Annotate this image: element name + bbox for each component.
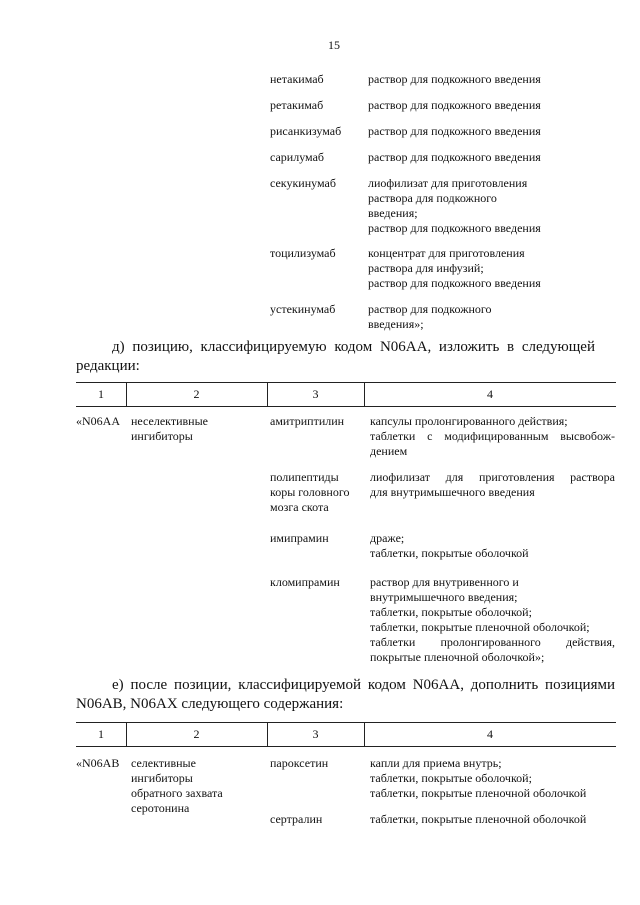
- drug-name: сертралин: [270, 812, 323, 826]
- page-number: 15: [328, 38, 340, 52]
- dosage-form: раствор для подкожного введения: [368, 124, 541, 138]
- dosage-form: таблетки пролонгированного действия,: [370, 635, 615, 649]
- dosage-form: раствор для подкожного: [368, 302, 492, 316]
- dosage-form: дением: [370, 444, 408, 458]
- group-name: неселективные: [131, 414, 208, 428]
- table-header-cell: 3: [312, 727, 319, 741]
- atc-code: «N06AA: [76, 414, 120, 428]
- drug-name: устекинумаб: [270, 302, 336, 316]
- dosage-form: концентрат для приготовления: [368, 246, 525, 260]
- dosage-form: таблетки, покрытые оболочкой;: [370, 605, 532, 619]
- paragraph-e-line1: е) после позиции, классифицируемой кодом N06AA, дополнить позициями: [112, 677, 615, 693]
- drug-name: нетакимаб: [270, 72, 324, 86]
- dosage-form: введения;: [368, 206, 418, 220]
- dosage-form: таблетки, покрытые пленочной оболочкой;: [370, 620, 590, 634]
- dosage-form: раствор для подкожного введения: [368, 221, 541, 235]
- group-name: обратного захвата: [131, 786, 223, 800]
- dosage-form: таблетки, покрытые оболочкой: [370, 546, 529, 560]
- drug-name: рисанкизумаб: [270, 124, 342, 138]
- table-header-cell: 2: [193, 387, 200, 401]
- drug-name: тоцилизумаб: [270, 246, 336, 260]
- dosage-form: для внутримышечного введения: [370, 485, 535, 499]
- drug-name: мозга скота: [270, 500, 329, 514]
- table-header-cell: 4: [487, 387, 493, 401]
- group-name: селективные: [131, 756, 196, 770]
- table-header-cell: 1: [98, 387, 104, 401]
- paragraph-d-line2: редакции:: [76, 358, 140, 374]
- atc-code: «N06AB: [76, 756, 120, 770]
- table-header-cell: 1: [98, 727, 104, 741]
- group-name: серотонина: [131, 801, 190, 815]
- dosage-form: раствора для инфузий;: [368, 261, 484, 275]
- dosage-form: раствор для внутривенного и: [370, 575, 519, 589]
- drug-name: сарилумаб: [270, 150, 324, 164]
- drug-name: имипрамин: [270, 531, 329, 545]
- dosage-form: раствора для подкожного: [368, 191, 497, 205]
- drug-name: коры головного: [270, 485, 350, 499]
- drug-name: кломипрамин: [270, 575, 340, 589]
- dosage-form: раствор для подкожного введения: [368, 72, 541, 86]
- drug-name: полипептиды: [270, 470, 339, 484]
- dosage-form: таблетки с модифицированным высвобож-: [370, 429, 615, 443]
- dosage-form: таблетки, покрытые оболочкой;: [370, 771, 532, 785]
- dosage-form: таблетки, покрытые пленочной оболочкой: [370, 812, 587, 826]
- drug-name: секукинумаб: [270, 176, 336, 190]
- paragraph-e-line2: N06AB, N06AX следующего содержания:: [76, 696, 344, 712]
- dosage-form: раствор для подкожного введения: [368, 276, 541, 290]
- dosage-form: раствор для подкожного введения: [368, 98, 541, 112]
- table-header-cell: 2: [193, 727, 200, 741]
- dosage-form: лиофилизат для приготовления: [368, 176, 528, 190]
- dosage-form: капли для приема внутрь;: [370, 756, 502, 770]
- dosage-form: раствор для подкожного введения: [368, 150, 541, 164]
- dosage-form: таблетки, покрытые пленочной оболочкой: [370, 786, 587, 800]
- dosage-form: введения»;: [368, 317, 424, 331]
- table-header-cell: 3: [312, 387, 319, 401]
- group-name: ингибиторы: [131, 771, 193, 785]
- drug-name: амитриптилин: [270, 414, 345, 428]
- dosage-form: лиофилизат для приготовления раствора: [370, 470, 615, 484]
- dosage-form: внутримышечного введения;: [370, 590, 518, 604]
- dosage-form: покрытые пленочной оболочкой»;: [370, 650, 545, 664]
- dosage-form: драже;: [370, 531, 405, 545]
- paragraph-d-line1: д) позицию, классифицируемую кодом N06AA, изложить в следующей: [112, 339, 595, 355]
- dosage-form: капсулы пролонгированного действия;: [370, 414, 568, 428]
- table-header-cell: 4: [487, 727, 493, 741]
- drug-name: пароксетин: [270, 756, 329, 770]
- group-name: ингибиторы: [131, 429, 193, 443]
- drug-name: ретакимаб: [270, 98, 324, 112]
